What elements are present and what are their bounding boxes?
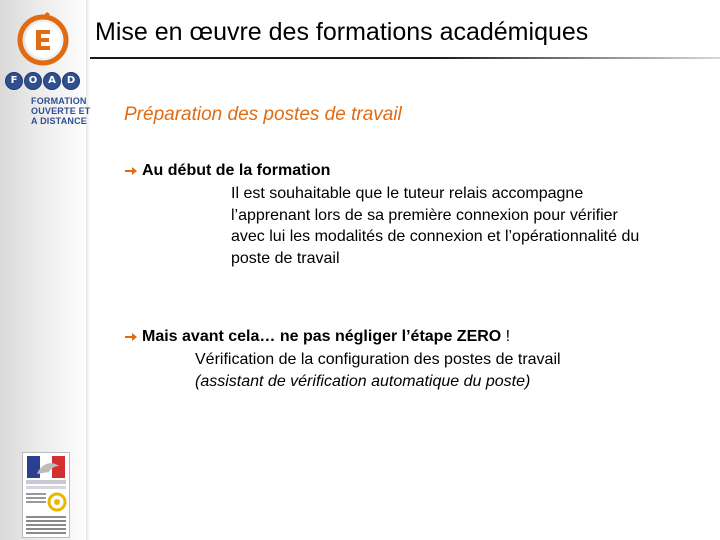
body-line: Vérification de la configuration des postes de travail bbox=[195, 351, 561, 368]
body-line: l’apprenant lors de sa première connexion pour vérifier bbox=[231, 206, 618, 224]
body-line: avec lui les modalités de connexion et l’opérationnalité du bbox=[231, 228, 640, 245]
foad-letter: D bbox=[62, 72, 80, 90]
republic-caption bbox=[26, 480, 66, 484]
bullet-heading: Mais avant cela… ne pas négliger l’étape ZERO bbox=[142, 328, 502, 345]
bullet-item bbox=[124, 162, 330, 180]
title-divider bbox=[90, 57, 720, 59]
body-line: poste de travail bbox=[231, 249, 340, 267]
republic-caption bbox=[26, 486, 66, 489]
bullet-heading-suffix: ! bbox=[501, 328, 511, 345]
bullet-heading: Au début de la formation bbox=[142, 162, 331, 179]
motto-lines bbox=[26, 493, 46, 505]
slide-subtitle: Préparation des postes de travail bbox=[124, 104, 402, 125]
ministry-caption bbox=[26, 516, 66, 536]
foad-caption-line: OUVERTE ET bbox=[31, 106, 91, 116]
arrow-right-icon bbox=[124, 332, 138, 342]
foad-logo bbox=[5, 72, 80, 90]
bullet-body bbox=[231, 183, 711, 269]
foad-caption-line: FORMATION bbox=[31, 96, 87, 106]
arrow-right-icon bbox=[124, 166, 138, 176]
bullet-item bbox=[124, 328, 510, 346]
foad-letter: A bbox=[43, 72, 61, 90]
body-line-italic: (assistant de vérification automatique du poste) bbox=[195, 372, 531, 390]
body-line: Il est souhaitable que le tuteur relais accompagne bbox=[231, 185, 584, 202]
education-emblem-icon bbox=[47, 491, 67, 513]
foad-caption bbox=[31, 96, 91, 126]
foad-letter: O bbox=[24, 72, 42, 90]
foad-caption-line: A DISTANCE bbox=[31, 116, 87, 126]
ministry-logo bbox=[22, 452, 70, 538]
sidebar-edge bbox=[86, 0, 90, 540]
marianne-icon bbox=[27, 456, 65, 478]
foad-letter: F bbox=[5, 72, 23, 90]
logo-e-icon bbox=[17, 10, 69, 66]
slide-title: Mise en œuvre des formations académiques bbox=[95, 18, 589, 46]
bullet-body bbox=[195, 349, 695, 392]
